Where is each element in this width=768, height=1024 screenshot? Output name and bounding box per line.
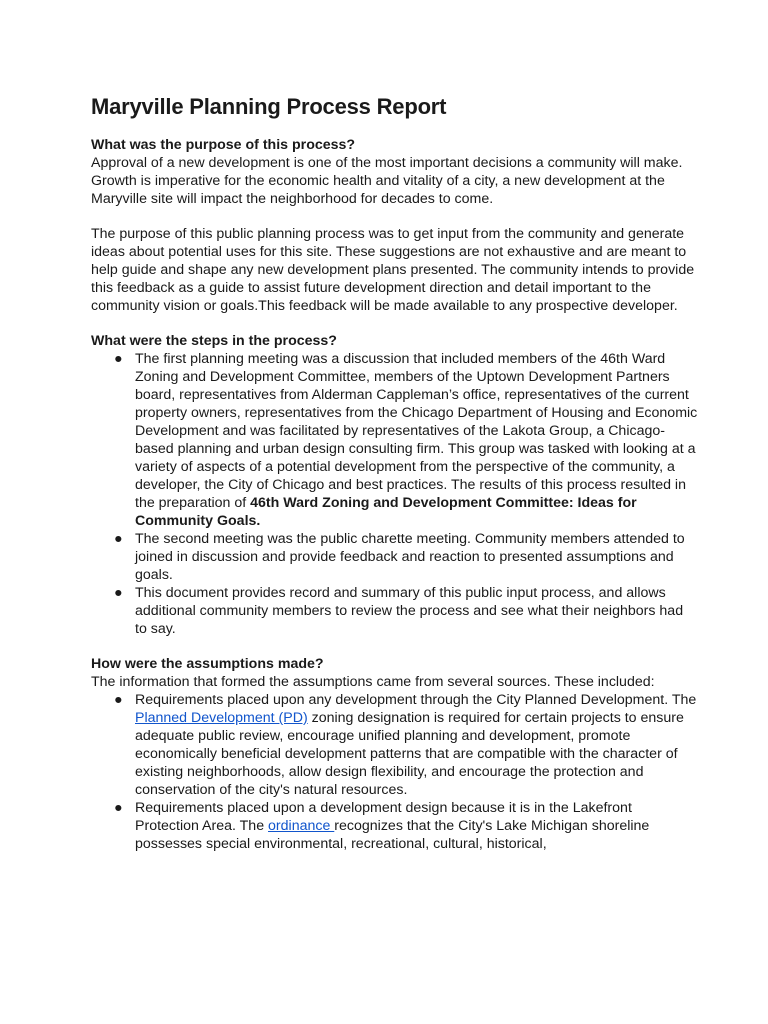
document-title: Maryville Planning Process Report [91,94,447,119]
bullet-icon: ● [114,692,123,708]
section-heading-assumptions: How were the assumptions made? [91,656,324,672]
list-item [91,350,698,530]
list-item-text: The second meeting was the public charette meeting. Community members attended to joined in discussion and provide feedback and reaction to presented assumptions and goals. [135,531,685,583]
paragraph: The purpose of this public planning process was to get input from the community and generate ideas about potential uses for this site. These suggestions are not exhaustive and are meant to help guide and shape any new development plans presented. The community intends to provide this feedback as a guide to assist future development direction and detail important to the community vision or goals.This feedback will be made available to any prospective developer. [91,226,695,314]
bullet-icon: ● [114,531,123,547]
paragraph: The information that formed the assumptions came from several sources. These included: [91,674,655,690]
paragraph: Approval of a new development is one of the most important decisions a community will make. Growth is imperative for the economic health and vitality of a city, a new development at the Maryville site will impact the neighborhood for decades to come. [91,155,683,207]
list-item-text: The first planning meeting was a discussion that included members of the 46th Ward Zoning and Development Committee, members of the Uptown Development Partners board, representatives from Alderman Cappleman’s office, representatives of the current property owners, representatives from the Chicago Department of Housing and Economic Development and was facilitated by representatives of the Lakota Group, a Chicago-based planning and urban design consulting firm. This group was tasked with looking at a variety of aspects of a potential development from the perspective of the community, a developer, the City of Chicago and best practices. The results of this process resulted in the preparation of [135,351,698,511]
list-item [91,584,698,638]
list-item-text: recognizes that the City's Lake Michigan shoreline possesses special environmental, recreational, cultural, historical, [135,818,650,852]
bullet-icon: ● [114,800,123,816]
section-heading-purpose: What was the purpose of this process? [91,137,356,153]
steps-list [91,350,698,638]
list-item [91,691,698,799]
list-item [91,530,698,584]
list-item-text: This document provides record and summary of this public input process, and allows additional community members to review the process and see what their neighbors had to say. [135,585,684,637]
list-item-text: Requirements placed upon any development through the City Planned Development. The [135,692,697,708]
bullet-icon: ● [114,351,123,367]
section-heading-steps: What were the steps in the process? [91,333,337,349]
list-item [91,799,698,853]
bullet-icon: ● [114,585,123,601]
ordinance-link[interactable]: ordinance [268,818,335,834]
bold-document-title: 46th Ward Zoning and Development Committee: Ideas for Community Goals. [135,495,637,529]
assumptions-list [91,691,698,853]
planned-development-link[interactable]: Planned Development (PD) [135,710,308,726]
list-item-text: zoning designation is required for certain projects to ensure adequate public review, encourage unified planning and development, promote economically beneficial development patterns that are compatible with the character of existing neighborhoods, allow design flexibility, and encourage the protection and conservation of the city's natural resources. [135,710,684,798]
list-item-text: Requirements placed upon a development design because it is in the Lakefront Protection Area. The [135,800,632,834]
